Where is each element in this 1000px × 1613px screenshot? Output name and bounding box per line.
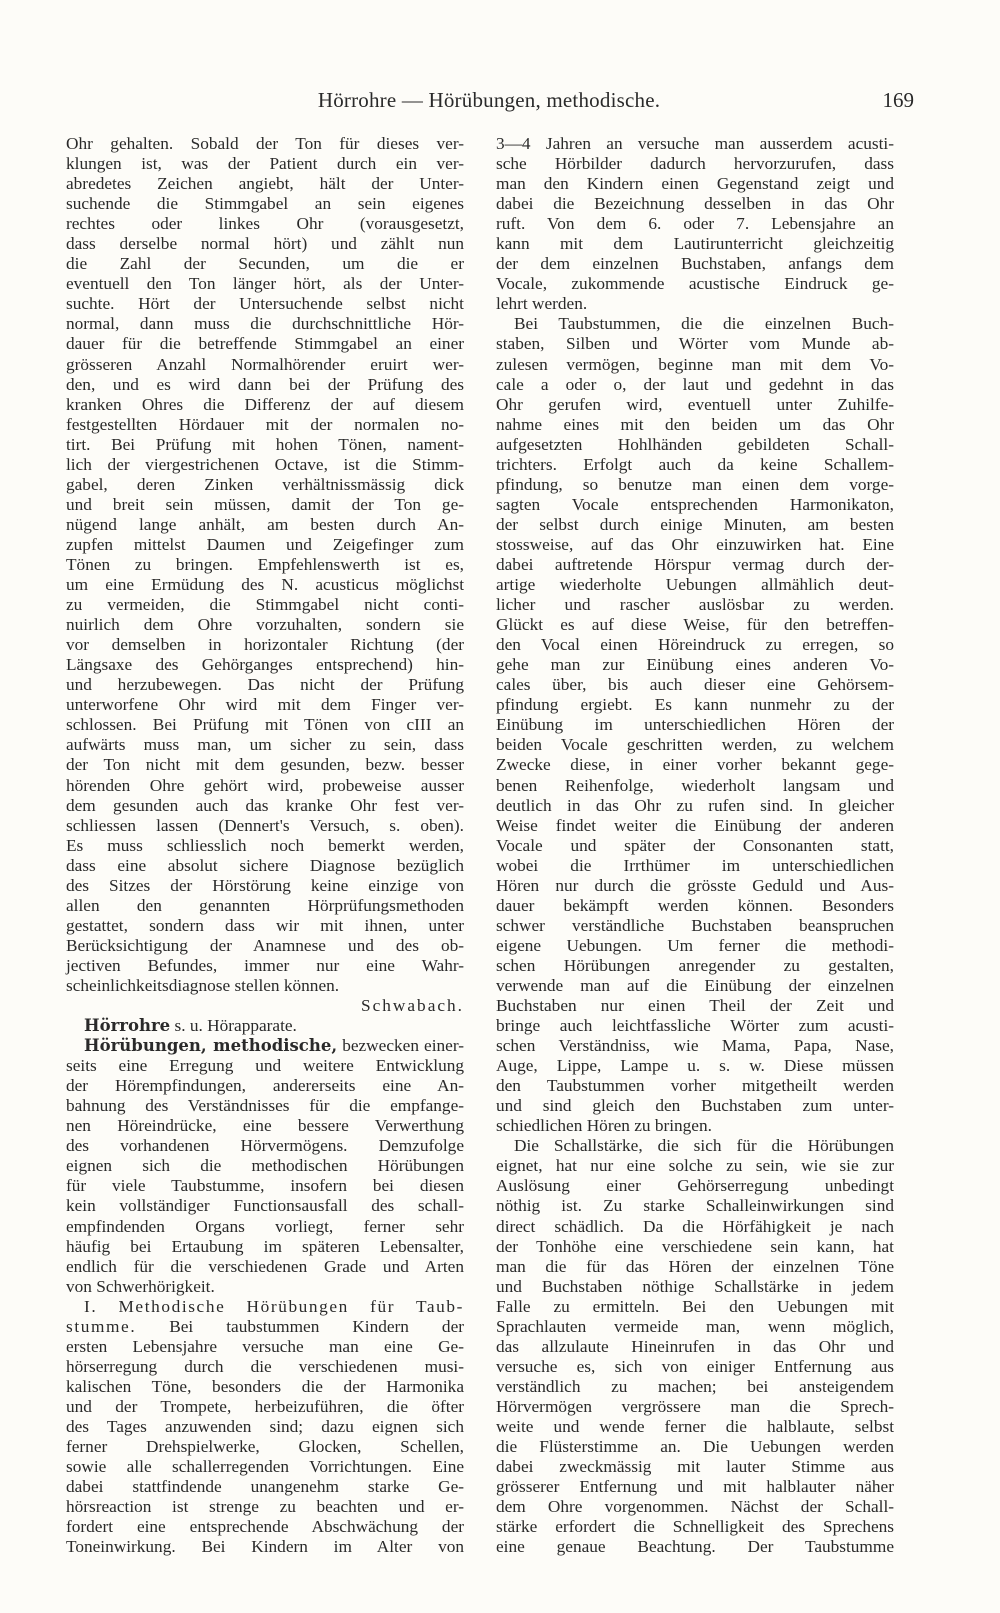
line-text: nügend lange anhält, am besten durch An- xyxy=(66,514,464,534)
line-text: pfindung ergiebt. Es kann nunmehr zu der xyxy=(496,695,894,715)
line-text: Falle zu ermitteln. Bei den Uebungen mit xyxy=(496,1296,894,1316)
line-text: festgestellten Hördauer mit der normalen no- xyxy=(66,414,464,434)
text-line xyxy=(66,816,464,836)
line-text: des Sitzes der Hörstörung keine einzige von xyxy=(66,875,464,895)
text-line xyxy=(496,1377,894,1397)
line-text: und breit sein müssen, damit der Ton ge- xyxy=(66,494,464,514)
text-line xyxy=(496,575,894,595)
text-line xyxy=(66,1417,464,1437)
line-text: eigene Uebungen. Um ferner die methodi- xyxy=(496,935,894,955)
text-line xyxy=(496,355,894,375)
line-text: ferner Drehspielwerke, Glocken, Schellen, xyxy=(66,1437,464,1457)
text-line xyxy=(66,1297,464,1317)
text-line xyxy=(66,334,464,354)
text-line xyxy=(66,956,464,976)
line-text: Bei Taubstummen, die die einzelnen Buch- xyxy=(514,314,894,334)
line-text: nöthig ist. Zu starke Schalleinwirkungen sind xyxy=(496,1196,894,1216)
line-text: stossweise, auf das Ohr einzuwirken hat. Eine xyxy=(496,534,894,554)
line-text: Toneinwirkung. Bei Kindern im Alter von xyxy=(66,1537,464,1557)
line-text: sagten Vocale entsprechenden Harmonikaton, xyxy=(496,494,894,514)
text-line xyxy=(66,1397,464,1417)
text-line xyxy=(496,675,894,695)
running-head-title: Hörrohre — Hörübungen, methodische. xyxy=(317,88,661,112)
text-line xyxy=(66,1317,464,1337)
line-text: suchte. Hört der Untersuchende selbst nicht xyxy=(66,294,464,314)
line-text: artige wiederholte Uebungen allmählich deut- xyxy=(496,575,894,595)
line-text: dauer bekämpft werden können. Besonders xyxy=(496,895,894,915)
text-line xyxy=(496,755,894,775)
line-text: eignet, hat nur eine solche zu sein, wie sie zur xyxy=(496,1156,894,1176)
line-text: eventuell den Ton länger hört, als der Unter- xyxy=(66,274,464,294)
line-text: schlossen. Bei Prüfung mit Tönen von cIII an xyxy=(66,715,464,735)
line-text: dabei auftretende Hörspur vermag durch der- xyxy=(496,554,894,574)
text-line xyxy=(66,715,464,735)
text-line xyxy=(496,1016,894,1036)
line-text: dem Ohre vorgenommen. Nächst der Schall- xyxy=(496,1497,894,1517)
text-line xyxy=(496,655,894,675)
text-line xyxy=(66,1437,464,1457)
line-text: und Buchstaben nöthige Schallstärke in jedem xyxy=(496,1276,894,1296)
text-line xyxy=(496,1497,894,1517)
text-line xyxy=(66,1497,464,1517)
line-text: und der Trompete, herbeizuführen, die öfter xyxy=(66,1396,464,1416)
text-line xyxy=(496,695,894,715)
text-line xyxy=(496,1196,894,1216)
line-text: kalischen Töne, besonders die der Harmonika xyxy=(66,1376,464,1396)
text-line xyxy=(496,1096,894,1116)
page-number: 169 xyxy=(882,88,914,112)
left-text-column xyxy=(66,134,464,1557)
line-text: allen den genannten Hörprüfungsmethoden xyxy=(66,895,464,915)
text-line xyxy=(496,154,894,174)
line-text: lich der viergestrichenen Octave, ist die Stimm- xyxy=(66,454,464,474)
line-text: schiedlichen Hören zu bringen. xyxy=(496,1116,712,1136)
text-line xyxy=(66,395,464,415)
text-line xyxy=(496,836,894,856)
line-text: schwer verständliche Buchstaben beanspruchen xyxy=(496,915,894,935)
text-line xyxy=(496,415,894,435)
line-text: Zwecke diese, in einer vorher bekannt gege- xyxy=(496,755,894,775)
text-line xyxy=(66,1136,464,1156)
line-text: Vocale, zukommende acustische Eindruck ge- xyxy=(496,274,894,294)
text-line xyxy=(66,455,464,475)
text-line xyxy=(66,194,464,214)
line-text: schliessen lassen (Dennert's Versuch, s. oben). xyxy=(66,815,464,835)
line-text: der selbst durch einige Minuten, am besten xyxy=(496,514,894,534)
text-line xyxy=(66,1116,464,1136)
line-text: beiden Vocale geschritten werden, zu welchem xyxy=(496,735,894,755)
text-line xyxy=(66,154,464,174)
line-text: tirt. Bei Prüfung mit hohen Tönen, nament- xyxy=(66,434,464,454)
line-text: nuirlich dem Ohre vorzuhalten, sondern sie xyxy=(66,615,464,635)
text-line xyxy=(496,996,894,1016)
line-text: endlich für die verschiedenen Grade und Arten xyxy=(66,1256,464,1276)
text-line xyxy=(66,1257,464,1277)
text-line xyxy=(496,916,894,936)
line-text: nen Höreindrücke, eine bessere Verwerthung xyxy=(66,1116,464,1136)
line-text: Ohr gerufen wird, eventuell unter Zuhilfe- xyxy=(496,394,894,414)
line-text: abredetes Zeichen angiebt, hält der Unter- xyxy=(66,174,464,194)
text-line xyxy=(66,294,464,314)
text-line xyxy=(496,856,894,876)
line-text: kann mit dem Lautirunterricht gleichzeitig xyxy=(496,234,894,254)
text-line xyxy=(496,1477,894,1497)
text-line xyxy=(496,595,894,615)
text-line xyxy=(66,1016,464,1036)
line-text: benen Reihenfolge, wiederholt langsam und xyxy=(496,775,894,795)
line-text: Weise findet weiter die Einübung der anderen xyxy=(496,815,894,835)
line-text: hörserregung durch die verschiedenen musi- xyxy=(66,1356,464,1376)
line-text: das allzulaute Hineinrufen in das Ohr und xyxy=(496,1336,894,1356)
line-text: den Taubstummen vorher mitgetheilt werden xyxy=(496,1076,894,1096)
line-text: bringe auch leichtfassliche Wörter zum acusti- xyxy=(496,1016,894,1036)
text-line xyxy=(66,1076,464,1096)
line-text: scheinlichkeitsdiagnose stellen können. xyxy=(66,975,340,995)
text-line xyxy=(496,816,894,836)
line-text: häufig bei Ertaubung im späteren Lebensalter, xyxy=(66,1236,464,1256)
text-line xyxy=(496,735,894,755)
text-line xyxy=(66,355,464,375)
line-text: dass eine absolut sichere Diagnose bezüglich xyxy=(66,855,464,875)
text-line xyxy=(496,1517,894,1537)
entry-headword: Hörübungen, methodische, xyxy=(84,1036,338,1056)
line-text: des Tages anzuwenden sind; dazu eignen sich xyxy=(66,1417,464,1436)
line-text: klungen ist, was der Patient durch ein ver- xyxy=(66,154,464,174)
line-text: ersten Lebensjahre versuche man eine Ge- xyxy=(66,1336,464,1356)
line-text: und herzubewegen. Das nicht der Prüfung xyxy=(66,675,464,695)
line-text: wobei die Irrthümer im unterschiedlichen xyxy=(496,855,894,875)
right-text-column xyxy=(496,134,894,1557)
line-text: cales über, bis auch dieser eine Gehörsem- xyxy=(496,675,894,695)
text-line xyxy=(496,535,894,555)
line-text: gestattet, sondern dass wir mit ihnen, unter xyxy=(66,915,464,935)
text-line xyxy=(496,455,894,475)
text-line xyxy=(66,1036,464,1056)
text-line xyxy=(496,254,894,274)
text-line xyxy=(496,1317,894,1337)
text-line xyxy=(496,1116,894,1136)
text-line xyxy=(496,1277,894,1297)
text-line xyxy=(66,274,464,294)
text-line xyxy=(66,375,464,395)
text-line xyxy=(496,475,894,495)
line-text: nahme eines mit den beiden um das Ohr xyxy=(496,414,894,434)
line-text: zulesen vermögen, beginne man mit dem Vo- xyxy=(496,354,894,374)
text-line xyxy=(66,1096,464,1116)
text-line xyxy=(66,1457,464,1477)
text-line xyxy=(66,615,464,635)
text-line xyxy=(66,1237,464,1257)
text-line xyxy=(496,976,894,996)
text-line xyxy=(66,234,464,254)
line-text: Buchstaben nur einen Theil der Zeit und xyxy=(496,996,894,1016)
line-text: bahnung des Verständnisses für die empfange- xyxy=(66,1096,464,1116)
line-text: vor demselben in horizontaler Richtung (der xyxy=(66,635,464,655)
line-text: hörenden Ohre gehört wird, probeweise ausser xyxy=(66,775,464,795)
line-text: sche Hörbilder dadurch hervorzurufen, dass xyxy=(496,154,894,174)
text-line xyxy=(66,1477,464,1497)
text-line xyxy=(496,314,894,334)
line-text: und sind gleich den Buchstaben zum unter- xyxy=(496,1096,894,1116)
line-text: man den Kindern einen Gegenstand zeigt und xyxy=(496,174,894,194)
text-line xyxy=(496,1357,894,1377)
line-text: dass derselbe normal hört) und zählt nun xyxy=(66,234,464,254)
text-line xyxy=(66,755,464,775)
line-text: staben, Silben und Wörter vom Munde ab- xyxy=(496,334,894,354)
line-text: Auslösung einer Gehörserregung unbedingt xyxy=(496,1176,894,1196)
line-text: 3—4 Jahren an versuche man ausserdem acusti- xyxy=(496,134,894,153)
line-text: Es muss schliesslich noch bemerkt werden, xyxy=(66,835,464,855)
text-line xyxy=(496,715,894,735)
line-text: grösserer Entfernung und mit halblauter näher xyxy=(496,1477,894,1497)
line-text: Auge, Lippe, Lampe u. s. w. Diese müssen xyxy=(496,1056,894,1076)
text-line xyxy=(496,1417,894,1437)
line-text: cale a oder o, der laut und gedehnt in das xyxy=(496,374,894,394)
line-text: deutlich in das Ohr zu rufen sind. In gleicher xyxy=(496,795,894,815)
text-line xyxy=(66,555,464,575)
line-text: versuche es, sich von einiger Entfernung aus xyxy=(496,1356,894,1376)
line-text: der dem einzelnen Buchstaben, anfangs dem xyxy=(496,254,894,274)
text-line xyxy=(496,334,894,354)
line-text: Längsaxe des Gehörganges entsprechend) hin- xyxy=(66,655,464,675)
entry-headword: Hörrohre xyxy=(84,1016,171,1036)
line-text: den Vocal einen Höreindruck zu erregen, so xyxy=(496,635,894,655)
text-line xyxy=(496,776,894,796)
text-line xyxy=(66,1277,464,1297)
text-line xyxy=(66,916,464,936)
text-line xyxy=(496,896,894,916)
text-line xyxy=(496,1056,894,1076)
text-line xyxy=(66,314,464,334)
line-text: Vocale und später der Consonanten statt, xyxy=(496,835,894,855)
section-heading: stumme. xyxy=(66,1316,137,1336)
text-line xyxy=(66,495,464,515)
line-text: aufgesetzten Hohlhänden gebildeten Schall- xyxy=(496,434,894,454)
text-line xyxy=(66,475,464,495)
line-text: von Schwerhörigkeit. xyxy=(66,1276,215,1296)
text-line xyxy=(496,435,894,455)
text-line xyxy=(496,375,894,395)
line-text: Bei taubstummen Kindern der xyxy=(136,1316,464,1336)
line-text: die Flüsterstimme an. Die Uebungen werden xyxy=(496,1437,894,1457)
text-line xyxy=(496,214,894,234)
text-line xyxy=(66,254,464,274)
line-text: dabei zweckmässig mit lauter Stimme aus xyxy=(496,1457,894,1477)
text-line xyxy=(496,1257,894,1277)
text-line xyxy=(66,1056,464,1076)
line-text: dem gesunden auch das kranke Ohr fest ver- xyxy=(66,795,464,815)
line-text: verwende man auf die Einübung der einzelnen xyxy=(496,975,894,995)
line-text: eignen sich die methodischen Hörübungen xyxy=(66,1156,464,1176)
line-text: zupfen mittelst Daumen und Zeigefinger zum xyxy=(66,534,464,554)
line-text: ruft. Von dem 6. oder 7. Lebensjahre an xyxy=(496,214,894,234)
text-line xyxy=(66,134,464,154)
line-text: sowie alle schallerregenden Vorrichtungen. Eine xyxy=(66,1457,464,1477)
line-text: Hörvermögen vergrössere man die Sprech- xyxy=(496,1396,894,1416)
line-text: hörsreaction ist strenge zu beachten und er- xyxy=(66,1497,464,1517)
line-text: schen Verständniss, wie Mama, Papa, Nase, xyxy=(496,1036,894,1056)
text-line xyxy=(66,515,464,535)
text-line xyxy=(496,1397,894,1417)
line-text: man die für das Hören der einzelnen Töne xyxy=(496,1256,894,1276)
line-text: aufwärts muss man, um sicher zu sein, dass xyxy=(66,735,464,755)
line-text: weite und wende ferner die halblaute, selbst xyxy=(496,1417,894,1436)
line-text: suchende die Stimmgabel an sein eigenes xyxy=(66,194,464,214)
line-text: s. u. Hörapparate. xyxy=(170,1016,297,1036)
line-text: fordert eine entsprechende Abschwächung der xyxy=(66,1517,464,1537)
line-text: der Ton nicht mit dem gesunden, bezw. besser xyxy=(66,755,464,775)
line-text: der Hörempfindungen, andererseits eine An- xyxy=(66,1076,464,1096)
line-text: direct schädlich. Da die Hörfähigkeit je nach xyxy=(496,1216,894,1236)
text-line xyxy=(496,1217,894,1237)
text-line xyxy=(496,796,894,816)
text-line xyxy=(496,395,894,415)
text-line xyxy=(496,876,894,896)
text-line xyxy=(66,796,464,816)
line-text: kein vollständiger Functionsausfall des schall- xyxy=(66,1196,464,1216)
text-line xyxy=(496,515,894,535)
text-line xyxy=(66,1176,464,1196)
line-text: unterworfene Ohr wird mit dem Finger ver- xyxy=(66,695,464,715)
text-line xyxy=(496,174,894,194)
text-line xyxy=(66,896,464,916)
text-line xyxy=(66,655,464,675)
text-line xyxy=(496,956,894,976)
text-line xyxy=(496,1136,894,1156)
text-line xyxy=(66,595,464,615)
text-line xyxy=(496,134,894,154)
text-line xyxy=(496,615,894,635)
text-line xyxy=(496,274,894,294)
text-line xyxy=(496,1457,894,1477)
text-line xyxy=(66,1196,464,1216)
text-line xyxy=(66,1217,464,1237)
text-line xyxy=(66,675,464,695)
line-text: gabel, deren Zinken verhältnissmässig dick xyxy=(66,474,464,494)
text-line xyxy=(496,936,894,956)
text-line xyxy=(496,1036,894,1056)
line-text: Hören nur durch die grösste Geduld und Aus- xyxy=(496,875,894,895)
text-line xyxy=(66,435,464,455)
text-line xyxy=(496,294,894,314)
author-signature xyxy=(66,996,464,1016)
line-text: des vorhandenen Hörvermögens. Demzufolge xyxy=(66,1136,464,1156)
text-line xyxy=(496,1437,894,1457)
text-line xyxy=(496,194,894,214)
line-text: um eine Ermüdung des N. acusticus möglichst xyxy=(66,575,464,595)
line-text: seits eine Erregung und weitere Entwicklung xyxy=(66,1056,464,1076)
text-line xyxy=(496,1337,894,1357)
text-line xyxy=(66,1377,464,1397)
line-text: Einübung im unterschiedlichen Hören der xyxy=(496,715,894,735)
text-line xyxy=(66,695,464,715)
text-line xyxy=(496,555,894,575)
line-text: die Zahl der Secunden, um die er xyxy=(66,254,464,274)
text-line xyxy=(66,1357,464,1377)
section-heading: I. Methodische Hörübungen für Taub- xyxy=(84,1296,464,1316)
text-line xyxy=(66,415,464,435)
text-line xyxy=(66,535,464,555)
line-text: den, und es wird dann bei der Prüfung des xyxy=(66,374,464,394)
running-head xyxy=(64,88,914,118)
text-line xyxy=(66,214,464,234)
text-line xyxy=(66,635,464,655)
line-text: dabei die Bezeichnung desselben in das Ohr xyxy=(496,194,894,214)
text-line xyxy=(66,1517,464,1537)
text-line xyxy=(66,936,464,956)
text-line xyxy=(66,174,464,194)
line-text: verständlich zu machen; bei ansteigendem xyxy=(496,1376,894,1396)
line-text: kranken Ohres die Differenz der auf diesem xyxy=(66,394,464,414)
line-text: lehrt werden. xyxy=(496,294,588,314)
line-text: Berücksichtigung der Anamnese und des ob- xyxy=(66,935,464,955)
text-line xyxy=(66,1337,464,1357)
text-line xyxy=(496,1176,894,1196)
text-line xyxy=(496,234,894,254)
text-line xyxy=(66,735,464,755)
line-text: Glückt es auf diese Weise, für den betreffen- xyxy=(496,615,894,635)
line-text: pfindung, so benutze man einen dem vorge- xyxy=(496,474,894,494)
text-line xyxy=(496,1297,894,1317)
text-line xyxy=(496,1537,894,1557)
text-line xyxy=(496,1156,894,1176)
line-text: zu vermeiden, die Stimmgabel nicht conti- xyxy=(66,595,464,615)
line-text: der Tonhöhe eine verschiedene sein kann, hat xyxy=(496,1236,894,1256)
text-line xyxy=(66,1537,464,1557)
text-line xyxy=(496,495,894,515)
line-text: jectiven Befundes, immer nur eine Wahr- xyxy=(66,955,464,975)
line-text: eine genaue Beachtung. Der Taubstumme xyxy=(496,1537,894,1557)
line-text: Ohr gehalten. Sobald der Ton für dieses ver- xyxy=(66,134,464,153)
line-text: empfindenden Organs vorliegt, ferner sehr xyxy=(66,1216,464,1236)
line-text: grösseren Anzahl Normalhörender eruirt wer- xyxy=(66,354,464,374)
line-text: Tönen zu bringen. Empfehlenswerth ist es, xyxy=(66,554,464,574)
line-text: licher und rascher auslösbar zu werden. xyxy=(496,595,894,615)
line-text: gehe man zur Einübung eines anderen Vo- xyxy=(496,655,894,675)
text-line xyxy=(496,635,894,655)
text-line xyxy=(66,575,464,595)
line-text: Die Schallstärke, die sich für die Hörübungen xyxy=(514,1136,894,1156)
text-line xyxy=(496,1076,894,1096)
line-text: normal, dann muss die durchschnittliche Hör- xyxy=(66,314,464,334)
line-text: Sprachlauten vermeide man, wenn möglich, xyxy=(496,1316,894,1336)
text-line xyxy=(66,976,464,996)
line-text: bezwecken einer- xyxy=(337,1036,465,1056)
text-line xyxy=(66,856,464,876)
line-text: rechtes oder linkes Ohr (vorausgesetzt, xyxy=(66,214,464,234)
line-text: Schwabach. xyxy=(360,996,464,1016)
line-text: dauer für die betreffende Stimmgabel an einer xyxy=(66,334,464,354)
text-line xyxy=(66,836,464,856)
text-line xyxy=(496,1237,894,1257)
text-line xyxy=(66,1156,464,1176)
line-text: trichters. Erfolgt auch da keine Schallem- xyxy=(496,454,894,474)
line-text: dabei stattfindende unangenehm starke Ge- xyxy=(66,1477,464,1497)
line-text: für viele Taubstumme, insofern bei diesen xyxy=(66,1176,464,1196)
line-text: stärke erfordert die Schnelligkeit des Sprechens xyxy=(496,1517,894,1537)
text-line xyxy=(66,876,464,896)
text-line xyxy=(66,776,464,796)
line-text: schen Hörübungen anregender zu gestalten, xyxy=(496,955,894,975)
